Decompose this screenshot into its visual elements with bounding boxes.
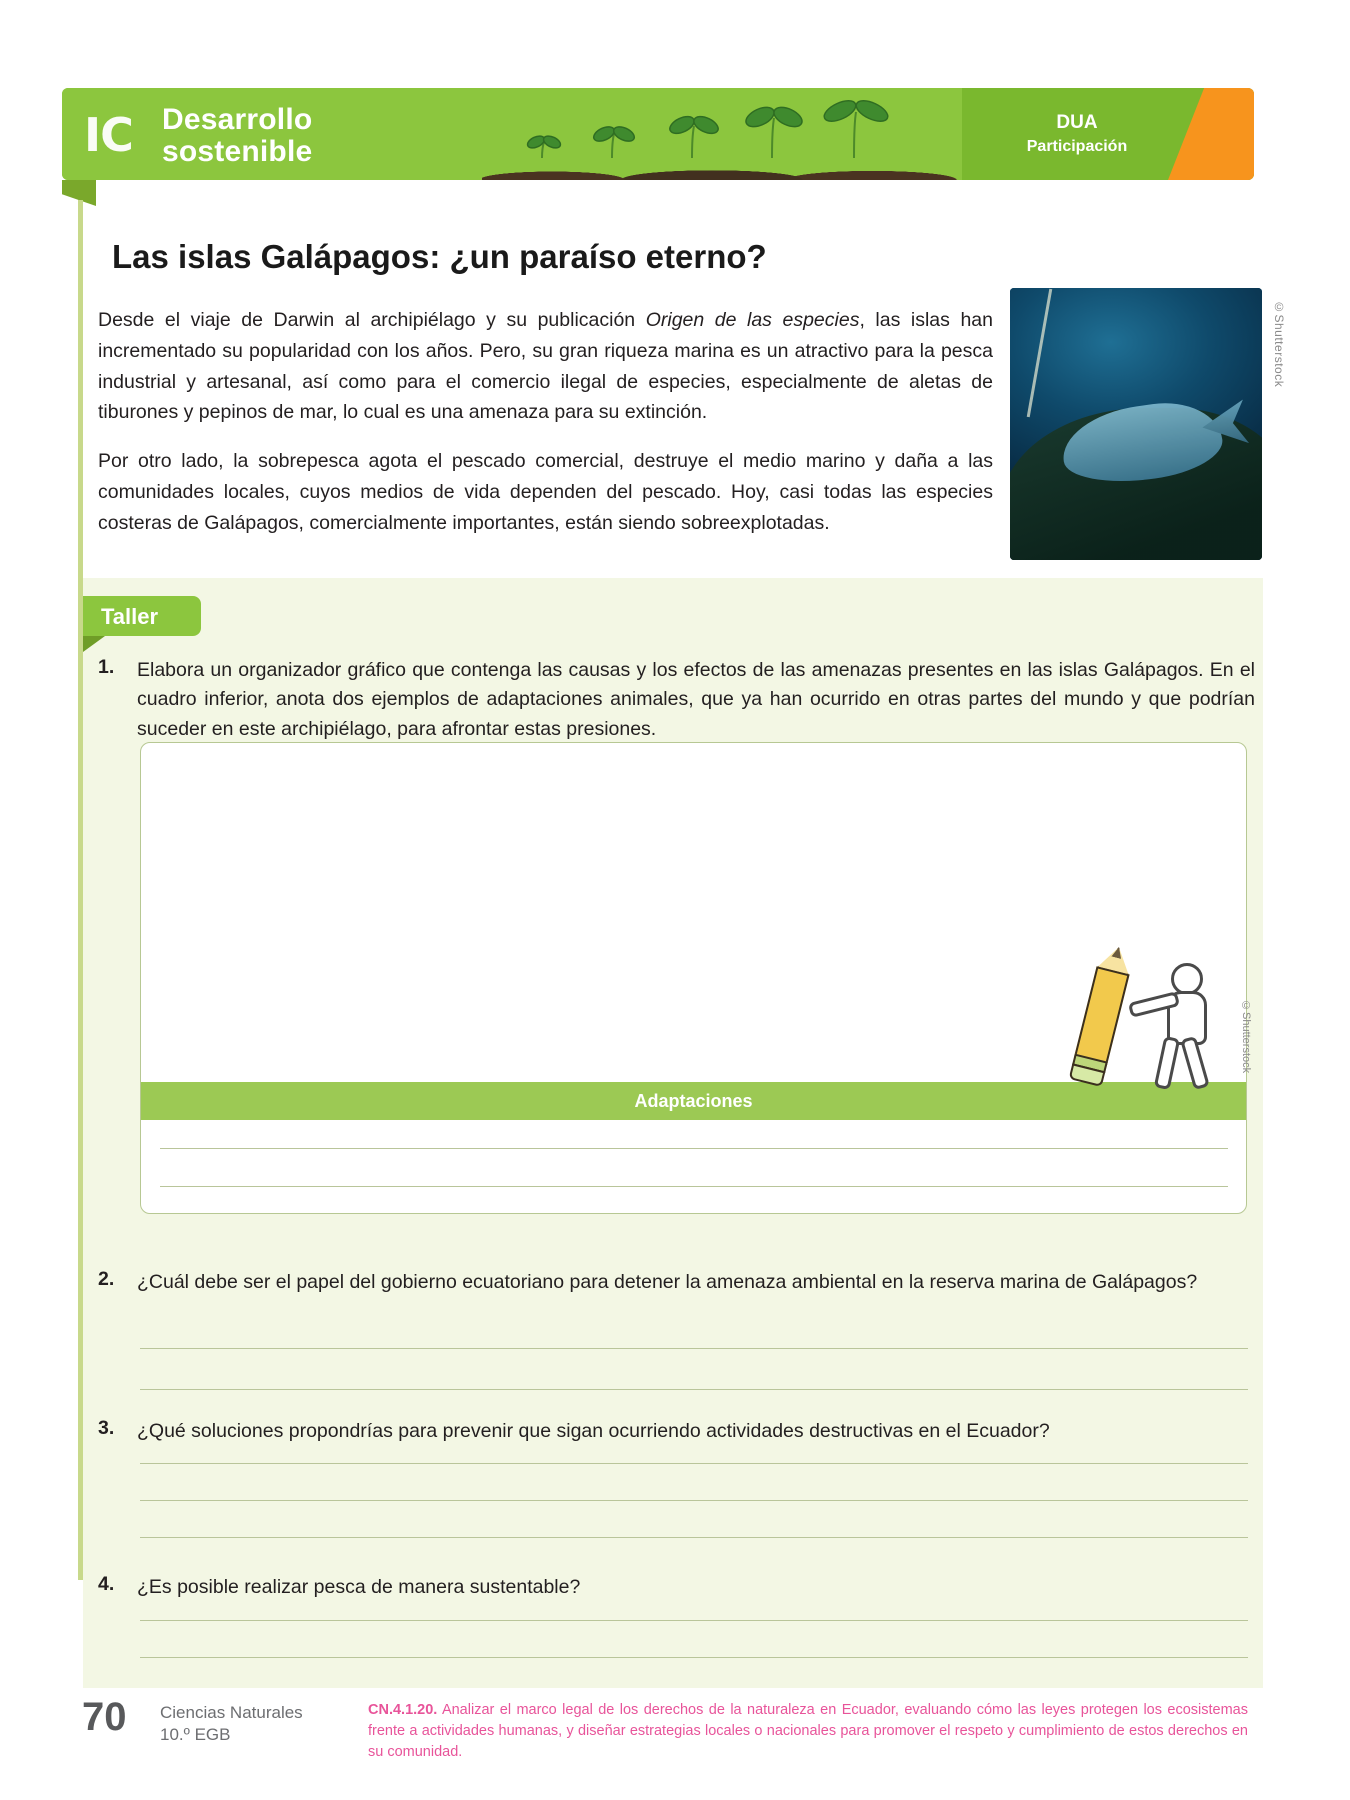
dua-badge xyxy=(967,110,1187,157)
intro-paragraph-2: Por otro lado, la sobrepesca agota el pescado comercial, destruye el medio marino y daña a las comunidades locales, cuyos medios de vida dependen del pescado. Hoy, casi todas las especies costeras de Galápagos, comercialmente importantes, están siendo sobreexplotadas. xyxy=(98,450,993,534)
question-3-number: 3. xyxy=(98,1417,115,1439)
banner-title-line2: sostenible xyxy=(162,135,313,169)
answer-line-4-1[interactable] xyxy=(140,1620,1248,1621)
footer-subject xyxy=(160,1702,303,1746)
soil-shape xyxy=(482,158,962,180)
intro-p1-before: Desde el viaje de Darwin al archipiélago y su publicación xyxy=(98,309,646,331)
pencil-person-illustration xyxy=(1075,945,1235,1090)
answer-line-3-1[interactable] xyxy=(140,1463,1248,1464)
shark-photo xyxy=(1010,288,1262,560)
taller-label: Taller xyxy=(101,604,159,629)
banner-title-line1: Desarrollo xyxy=(162,103,313,136)
answer-line-4-2[interactable] xyxy=(140,1657,1248,1658)
photo-credit: ©Shutterstock xyxy=(1272,300,1286,388)
question-3-text: ¿Qué soluciones propondrías para prevenir que sigan ocurriendo actividades destructivas en el Ecuador? xyxy=(137,1420,1050,1442)
answer-line-2-1[interactable] xyxy=(140,1348,1248,1349)
footer-subject-line2: 10.º EGB xyxy=(160,1725,231,1745)
question-4-number: 4. xyxy=(98,1573,115,1595)
ic-logo: IC xyxy=(84,108,133,162)
dua-label: DUA xyxy=(1056,112,1098,133)
illustration-credit: ©Shutterstock xyxy=(1240,1000,1252,1074)
intro-paragraph-1 xyxy=(98,305,993,428)
curriculum-standard xyxy=(368,1700,1248,1763)
answer-line-3-3[interactable] xyxy=(140,1537,1248,1538)
intro-text xyxy=(98,305,993,557)
answer-line-2-2[interactable] xyxy=(140,1389,1248,1390)
question-4-text: ¿Es posible realizar pesca de manera sustentable? xyxy=(137,1576,581,1598)
adaptations-write-line-1[interactable] xyxy=(160,1148,1228,1149)
question-1-number: 1. xyxy=(98,656,115,678)
standard-code: CN.4.1.20. xyxy=(368,1702,438,1718)
adaptations-write-line-2[interactable] xyxy=(160,1186,1228,1187)
dua-sublabel: Participación xyxy=(1026,137,1128,155)
person-leg-left xyxy=(1154,1036,1180,1090)
question-2-number: 2. xyxy=(98,1268,115,1290)
intro-p1-after: , las islas han incrementado su popularidad con los años. Pero, su gran riqueza marina es un atractivo para la pesca industrial y artesanal, así como para el comercio ilegal de especies, especialmente de aletas de tiburones y pepinos de mar, lo cual es una amenaza para su extinción. xyxy=(98,309,993,424)
header-banner xyxy=(62,88,1254,180)
banner-title xyxy=(162,104,312,169)
answer-line-3-2[interactable] xyxy=(140,1500,1248,1501)
seedlings-illustration xyxy=(482,94,962,180)
question-1-text: Elabora un organizador gráfico que contenga las causas y los efectos de las amenazas presentes en las islas Galápagos. En el cuadro inferior, anota dos ejemplos de adaptaciones animales, que ya han ocurrido en otras partes del mundo y que podrían suceder en este archipiélago, para afrontar estas presiones. xyxy=(137,659,1255,740)
banner-body xyxy=(62,88,1254,180)
person-leg-right xyxy=(1180,1036,1210,1090)
pencil-body xyxy=(1074,966,1130,1065)
pencil-icon xyxy=(1069,943,1136,1087)
question-2-text: ¿Cuál debe ser el papel del gobierno ecuatoriano para detener la amenaza ambiental en la reserva marina de Galápagos? xyxy=(137,1271,1198,1293)
footer-subject-line1: Ciencias Naturales xyxy=(160,1703,303,1722)
taller-tab xyxy=(83,596,201,636)
page-title: Las islas Galápagos: ¿un paraíso eterno? xyxy=(112,238,767,275)
adaptations-header-label: Adaptaciones xyxy=(634,1090,753,1111)
page-number: 70 xyxy=(82,1695,127,1739)
standard-text: Analizar el marco legal de los derechos de la naturaleza en Ecuador, evaluando cómo las leyes protegen los ecosistemas frente a actividades humanas, y diseñar estrategias locales o nacionales para promover el respeto y cumplimiento de estos derechos en su comunidad. xyxy=(368,1702,1248,1761)
intro-p1-italic: Origen de las especies xyxy=(645,309,860,331)
person-icon xyxy=(1147,963,1225,1085)
